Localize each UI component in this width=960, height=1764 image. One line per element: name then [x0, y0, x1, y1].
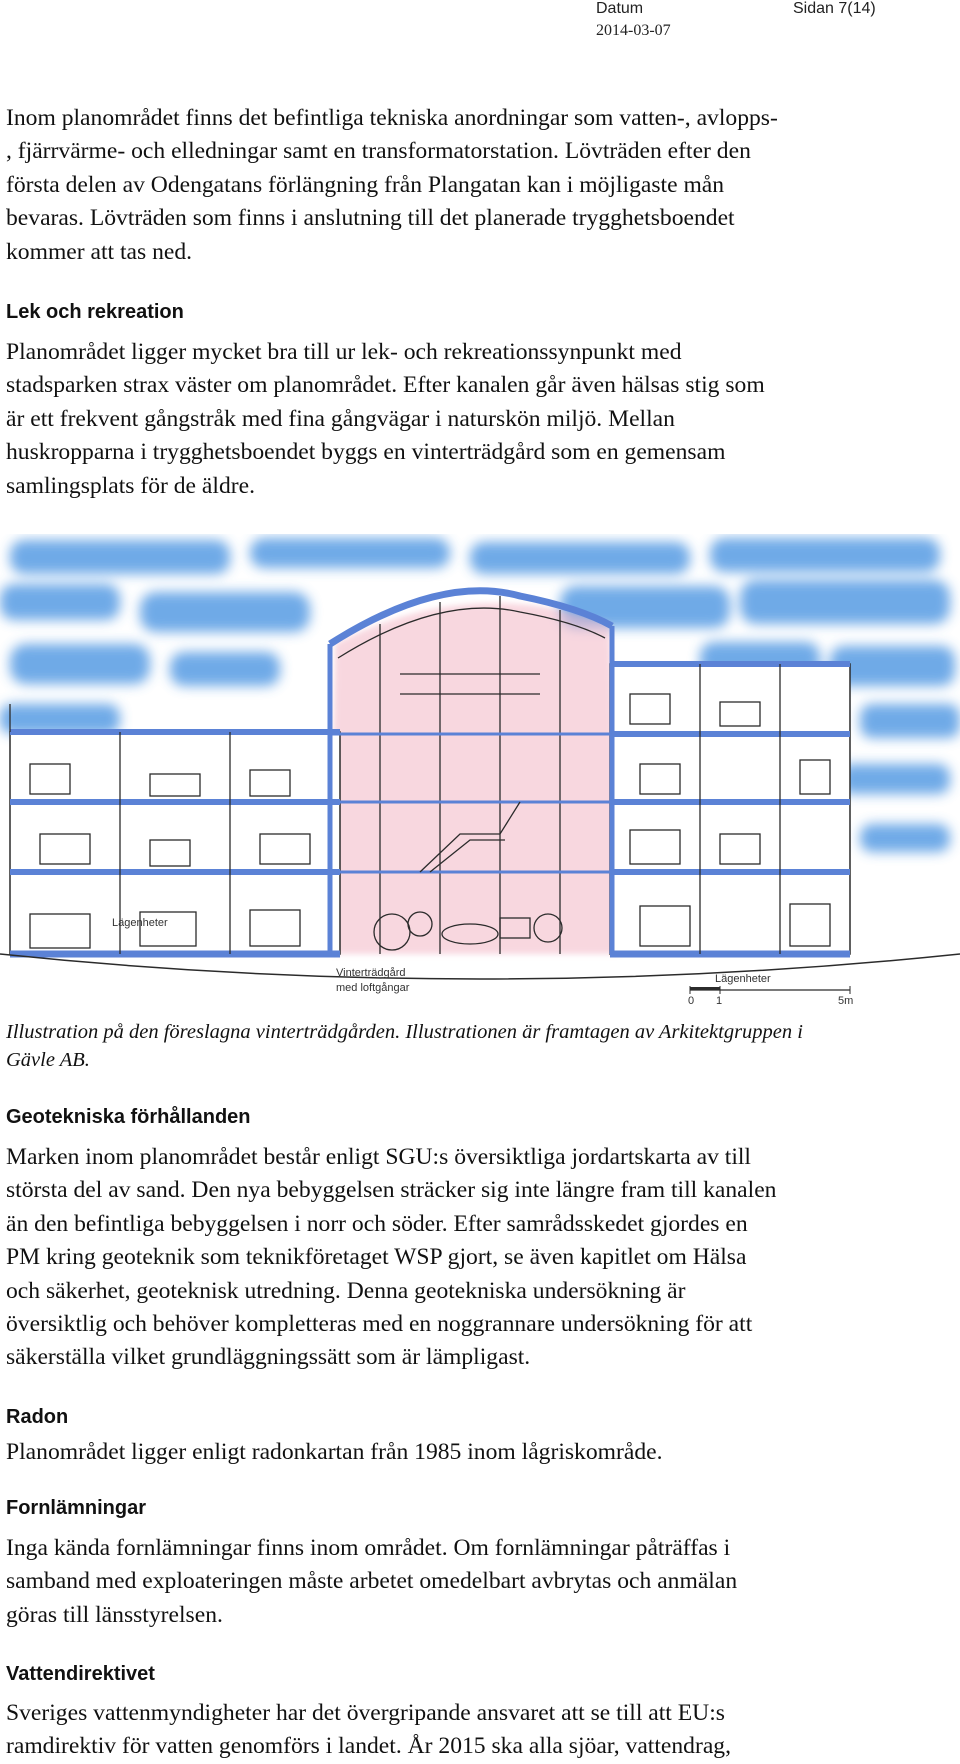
- header-date-label: Datum: [596, 0, 644, 17]
- geo-line: än den befintliga bebyggelsen i norr och söder. Efter samrådsskedet gjordes en: [6, 1210, 748, 1237]
- header-page-number: Sidan 7(14): [793, 0, 876, 17]
- caption-line: Gävle AB.: [6, 1049, 90, 1071]
- intro-paragraph: [6, 102, 954, 269]
- winter-garden-illustration: [0, 534, 960, 1004]
- forn-paragraph: [6, 1532, 954, 1632]
- label-vintertradgard: Vinterträdgård: [336, 967, 406, 979]
- lek-paragraph: [6, 336, 954, 503]
- vatten-line: ramdirektiv för vatten genomförs i landet. År 2015 ska alla sjöar, vattendrag,: [6, 1733, 731, 1760]
- geo-line: PM kring geoteknik som teknikföretaget WSP gjort, se även kapitlet om Hälsa: [6, 1244, 747, 1271]
- heading-lek-och-rekreation: Lek och rekreation: [6, 301, 184, 323]
- label-lagenheter-left: Lägenheter: [112, 917, 168, 929]
- left-wing: [10, 704, 340, 954]
- geo-line: Marken inom planområdet består enligt SGU:s översiktliga jordartskarta av till: [6, 1144, 751, 1170]
- illustration-caption: [6, 1018, 954, 1074]
- forn-line: samband med exploateringen måste arbetet omedelbart avbrytas och anmälan: [6, 1568, 738, 1595]
- label-lagenheter-right: Lägenheter: [715, 973, 771, 985]
- forn-line: Inga kända fornlämningar finns inom området. Om fornlämningar påträffas i: [6, 1535, 731, 1561]
- lek-line: är ett frekvent gångstråk med fina gångvägar i naturskön miljö. Mellan: [6, 405, 675, 432]
- geo-line: största del av sand. Den nya bebyggelsen sträcker sig inte längre fram till kanalen: [6, 1177, 777, 1204]
- geo-line: säkerställa vilket grundläggningssätt som är lämpligast.: [6, 1344, 531, 1371]
- intro-line: Inom planområdet finns det befintliga tekniska anordningar som vatten-, avlopps-: [6, 105, 778, 131]
- heading-fornlamningar: Fornlämningar: [6, 1497, 147, 1519]
- header-date-value: 2014-03-07: [596, 22, 671, 39]
- radon-paragraph: [6, 1436, 954, 1469]
- heading-geotekniska-forhallanden: Geotekniska förhållanden: [6, 1106, 251, 1128]
- scale-label-1: 1: [716, 995, 723, 1004]
- label-med-loftgangar: med loftgångar: [336, 982, 410, 994]
- lek-line: huskropparna i trygghetsboendet byggs en vinterträdgård som en gemensam: [6, 439, 726, 466]
- right-wing: [610, 664, 850, 954]
- vatten-paragraph: [6, 1697, 954, 1764]
- heading-vattendirektivet: Vattendirektivet: [6, 1663, 155, 1685]
- intro-line: bevaras. Lövträden som finns i anslutning till det planerade trygghetsboendet: [6, 205, 735, 232]
- intro-line: , fjärrvärme- och elledningar samt en transformatorstation. Lövträden efter den: [6, 138, 751, 165]
- geo-line: och säkerhet, geoteknisk utredning. Denna geotekniska undersökning är: [6, 1277, 686, 1304]
- heading-radon: Radon: [6, 1406, 69, 1428]
- intro-line: kommer att tas ned.: [6, 238, 193, 265]
- geo-paragraph: [6, 1141, 954, 1375]
- forn-line: göras till länsstyrelsen.: [6, 1601, 223, 1628]
- lek-line: stadsparken strax väster om planområdet. Efter kanalen går även hälsas stig som: [6, 372, 765, 399]
- lek-line: samlingsplats för de äldre.: [6, 472, 255, 499]
- geo-line: översiktlig och behöver kompletteras med en noggrannare undersökning för att: [6, 1311, 753, 1338]
- radon-line: Planområdet ligger enligt radonkartan från 1985 inom lågriskområde.: [6, 1439, 663, 1465]
- caption-line: Illustration på den föreslagna vinterträdgården. Illustrationen är framtagen av Arkitektgruppen i: [6, 1021, 803, 1043]
- lek-line: Planområdet ligger mycket bra till ur lek- och rekreationssynpunkt med: [6, 339, 682, 365]
- vatten-line: Sveriges vattenmyndigheter har det övergripande ansvaret att se till att EU:s: [6, 1700, 725, 1726]
- scale-bar: [688, 986, 853, 1004]
- scale-label-5m: 5m: [838, 995, 854, 1004]
- scale-label-0: 0: [688, 995, 695, 1004]
- intro-line: första delen av Odengatans förlängning från Plangatan kan i möjligaste mån: [6, 171, 725, 198]
